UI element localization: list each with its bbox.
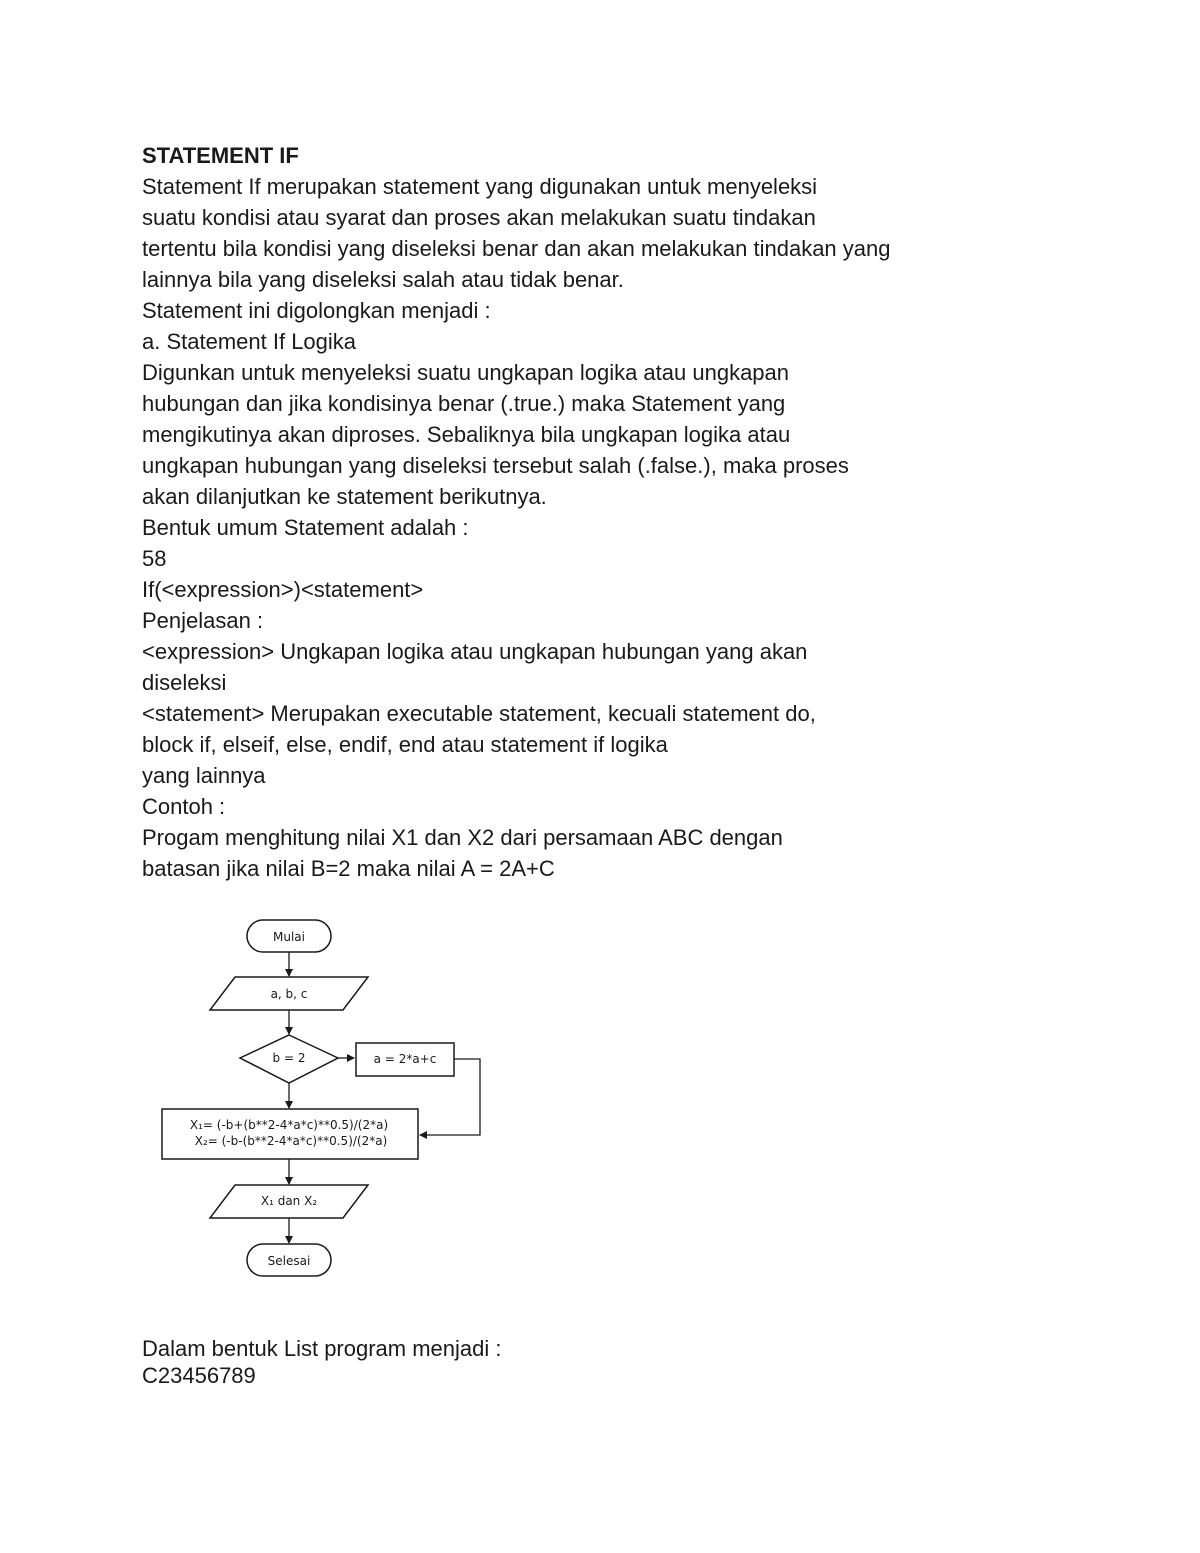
text-line: yang lainnya [142, 763, 266, 788]
flow-input-label: a, b, c [270, 987, 308, 1001]
text-line: Bentuk umum Statement adalah : [142, 515, 469, 540]
flow-main-process-line-1: X₁= (-b+(b**2-4*a*c)**0.5)/(2*a) [189, 1118, 389, 1132]
text-line: Penjelasan : [142, 608, 264, 633]
flow-output-label: X₁ dan X₂ [260, 1194, 318, 1208]
code-line: C23456789 [142, 1363, 256, 1388]
text-line: Dalam bentuk List program menjadi : [142, 1336, 502, 1361]
text-line: If(<expression>)<statement> [142, 577, 424, 602]
page-number-text: 58 [142, 546, 167, 571]
text-line: diseleksi [142, 670, 227, 695]
text-line: mengikutinya akan diproses. Sebaliknya bila ungkapan logika atau [142, 422, 791, 447]
flowchart-diagram [150, 905, 510, 1290]
text-line: hubungan dan jika kondisinya benar (.true.) maka Statement yang [142, 391, 786, 416]
text-line: <statement> Merupakan executable statement, kecuali statement do, [142, 701, 816, 726]
text-line: lainnya bila yang diseleksi salah atau tidak benar. [142, 267, 624, 292]
text-line: <expression> Ungkapan logika atau ungkapan hubungan yang akan [142, 639, 808, 664]
text-line: a. Statement If Logika [142, 329, 357, 354]
text-line: batasan jika nilai B=2 maka nilai A = 2A+C [142, 856, 555, 881]
text-line: suatu kondisi atau syarat dan proses akan melakukan suatu tindakan [142, 205, 816, 230]
flow-end-label: Selesai [267, 1254, 311, 1268]
text-line: akan dilanjutkan ke statement berikutnya. [142, 484, 547, 509]
flow-decision-label: b = 2 [272, 1051, 306, 1065]
document-body [142, 140, 1042, 884]
text-line: Contoh : [142, 794, 226, 819]
flow-start-label: Mulai [273, 930, 305, 944]
text-line: Statement ini digolongkan menjadi : [142, 298, 491, 323]
flow-side-process-label: a = 2*a+c [373, 1052, 437, 1066]
text-line: tertentu bila kondisi yang diseleksi benar dan akan melakukan tindakan yang [142, 236, 891, 261]
text-line: ungkapan hubungan yang diseleksi tersebut salah (.false.), maka proses [142, 453, 849, 478]
text-line: Progam menghitung nilai X1 dan X2 dari persamaan ABC dengan [142, 825, 783, 850]
text-line: Digunkan untuk menyeleksi suatu ungkapan logika atau ungkapan [142, 360, 790, 385]
document-title: STATEMENT IF [142, 143, 299, 168]
text-line: block if, elseif, else, endif, end atau statement if logika [142, 732, 668, 757]
text-line: Statement If merupakan statement yang digunakan untuk menyeleksi [142, 174, 818, 199]
document-footer-text [142, 1335, 502, 1389]
flow-main-process-line-2: X₂= (-b-(b**2-4*a*c)**0.5)/(2*a) [194, 1134, 388, 1148]
